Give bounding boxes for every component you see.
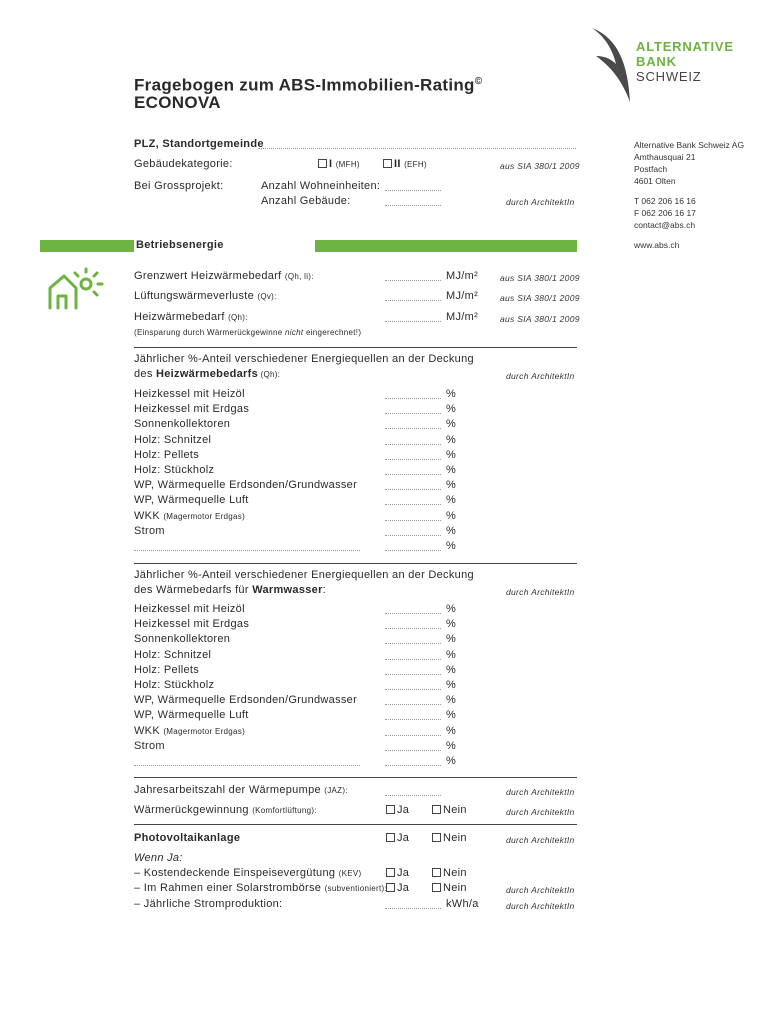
- checkbox-icon[interactable]: [432, 833, 441, 842]
- divider: [134, 347, 577, 348]
- checkbox-icon[interactable]: [432, 883, 441, 892]
- checkbox-icon[interactable]: [383, 159, 392, 168]
- pv-produktion-label: – Jährliche Stromproduktion:: [134, 898, 283, 910]
- plz-label: PLZ, Standortgemeinde: [134, 138, 264, 150]
- energy-label: Strom: [134, 739, 165, 752]
- energy-label: Holz: Stückholz: [134, 464, 215, 476]
- kategorie-option-2[interactable]: II (EFH): [383, 158, 427, 171]
- percent-unit: %: [446, 509, 457, 522]
- other-source-input[interactable]: [134, 765, 360, 766]
- title-line1: Fragebogen zum ABS-Immobilien-Rating: [134, 75, 475, 95]
- energy-label: Heizkessel mit Erdgas: [134, 618, 250, 631]
- divider: [134, 824, 577, 825]
- logo-line-schweiz: SCHWEIZ: [636, 69, 702, 84]
- demand-unit: MJ/m²: [446, 270, 479, 282]
- energy-label: WP, Wärmequelle Erdsonden/Grundwasser: [134, 479, 358, 492]
- percent-input[interactable]: [385, 550, 441, 551]
- energy-label: Heizkessel mit Heizöl: [134, 603, 245, 615]
- other-source-input[interactable]: [134, 550, 360, 551]
- demand-note: (Einsparung durch Wärmerückgewinne nicht eingerechnet!): [134, 328, 362, 337]
- percent-unit: %: [446, 618, 457, 631]
- pv-produktion-unit: kWh/a: [446, 898, 479, 910]
- percent-input[interactable]: [385, 643, 441, 644]
- logo-line-bank: BANK: [636, 54, 677, 69]
- abs-logo-bird-icon: [588, 26, 638, 106]
- demand-unit: MJ/m²: [446, 290, 479, 302]
- percent-unit: %: [446, 433, 457, 446]
- section-title-betriebsenergie: Betriebsenergie: [136, 239, 224, 251]
- demand-label: Grenzwert Heizwärmebedarf: [134, 270, 282, 282]
- energy-label: Holz: Schnitzel: [134, 648, 212, 661]
- energy-label: Holz: Pellets: [134, 663, 200, 676]
- sidebar-pobox: Postfach: [634, 164, 668, 174]
- pv-boerse-label: – Im Rahmen einer Solarstrombörse (subventioniert):: [134, 882, 388, 894]
- house-sun-icon: [44, 266, 106, 316]
- percent-unit: %: [446, 679, 457, 691]
- percent-input[interactable]: [385, 719, 441, 720]
- gebaeude-input[interactable]: [385, 205, 441, 206]
- sidebar-address: [634, 139, 744, 251]
- energy-label: Holz: Schnitzel: [134, 433, 212, 446]
- warm-intro-line1: Jährlicher %-Anteil verschiedener Energiequellen an der Deckung: [134, 569, 474, 581]
- energy-label: Sonnenkollektoren: [134, 418, 231, 431]
- jaz-input[interactable]: [385, 795, 441, 796]
- wohneinheiten-input[interactable]: [385, 190, 441, 191]
- pv-boerse-source: durch ArchitektIn: [506, 885, 575, 895]
- percent-unit: %: [446, 603, 457, 615]
- demand-input[interactable]: [385, 321, 441, 322]
- wohneinheiten-label: Anzahl Wohneinheiten:: [261, 180, 381, 192]
- percent-unit: %: [446, 479, 457, 492]
- warm-intro-line2: des Wärmebedarfs für Warmwasser:: [134, 584, 327, 596]
- percent-input[interactable]: [385, 413, 441, 414]
- kategorie-label: Gebäudekategorie:: [134, 158, 233, 170]
- heiz-source: durch ArchitektIn: [506, 371, 575, 381]
- divider: [134, 777, 577, 778]
- percent-input[interactable]: [385, 489, 441, 490]
- percent-input[interactable]: [385, 474, 441, 475]
- demand-label: Heizwärmebedarf: [134, 311, 225, 323]
- percent-input[interactable]: [385, 398, 441, 399]
- percent-input[interactable]: [385, 674, 441, 675]
- demand-source: aus SIA 380/1 2009: [500, 293, 580, 303]
- percent-unit: %: [446, 388, 457, 400]
- percent-input[interactable]: [385, 750, 441, 751]
- percent-input[interactable]: [385, 520, 441, 521]
- pv-source: durch ArchitektIn: [506, 835, 575, 845]
- percent-unit: %: [446, 403, 457, 416]
- percent-input[interactable]: [385, 689, 441, 690]
- percent-unit: %: [446, 739, 457, 752]
- sidebar-phone: T 062 206 16 16: [634, 196, 696, 206]
- pv-boerse-option-ja[interactable]: Ja: [386, 882, 409, 895]
- energy-label: Holz: Pellets: [134, 448, 200, 461]
- demand-input[interactable]: [385, 300, 441, 301]
- wrg-label: Wärmerückgewinnung (Komfortlüftung):: [134, 804, 317, 816]
- energy-label: WP, Wärmequelle Luft: [134, 709, 249, 722]
- grossprojekt-source: durch ArchitektIn: [506, 197, 575, 207]
- checkbox-icon[interactable]: [386, 883, 395, 892]
- energy-label: WKK (Magermotor Erdgas): [134, 509, 246, 522]
- pv-kev-label: – Kostendeckende Einspeisevergütung (KEV): [134, 867, 362, 879]
- demand-source: aus SIA 380/1 2009: [500, 314, 580, 324]
- pv-produktion-input[interactable]: [385, 908, 441, 909]
- sidebar-street: Amthausquai 21: [634, 152, 696, 162]
- percent-unit: %: [446, 464, 457, 476]
- gebaeude-label: Anzahl Gebäude:: [261, 195, 351, 207]
- percent-unit: %: [446, 755, 457, 767]
- jaz-source: durch ArchitektIn: [506, 787, 575, 797]
- percent-unit: %: [446, 663, 457, 676]
- checkbox-icon[interactable]: [386, 805, 395, 814]
- kategorie-option-1[interactable]: I (MFH): [318, 158, 360, 171]
- sidebar-email[interactable]: contact@abs.ch: [634, 220, 696, 230]
- percent-unit: %: [446, 448, 457, 461]
- section-bar-right: [315, 240, 577, 252]
- energy-label: WKK (Magermotor Erdgas): [134, 724, 246, 737]
- demand-source: aus SIA 380/1 2009: [500, 273, 580, 283]
- percent-unit: %: [446, 709, 457, 722]
- heiz-intro-line1: Jährlicher %-Anteil verschiedener Energiequellen an der Deckung: [134, 353, 474, 365]
- heiz-intro-line2: des Heizwärmebedarfs (Qh):: [134, 368, 281, 380]
- energy-label: WP, Wärmequelle Luft: [134, 494, 249, 507]
- percent-input[interactable]: [385, 535, 441, 536]
- sidebar-city: 4601 Olten: [634, 176, 676, 186]
- percent-unit: %: [446, 524, 457, 537]
- energy-label: Sonnenkollektoren: [134, 633, 231, 646]
- wrg-source: durch ArchitektIn: [506, 807, 575, 817]
- demand-input[interactable]: [385, 280, 441, 281]
- demand-unit: MJ/m²: [446, 311, 479, 323]
- energy-label: Heizkessel mit Heizöl: [134, 388, 245, 400]
- percent-unit: %: [446, 724, 457, 737]
- percent-input[interactable]: [385, 659, 441, 660]
- checkbox-icon[interactable]: [386, 868, 395, 877]
- checkbox-icon[interactable]: [432, 868, 441, 877]
- percent-unit: %: [446, 633, 457, 646]
- percent-unit: %: [446, 540, 457, 552]
- kategorie-source: aus SIA 380/1 2009: [500, 161, 580, 171]
- percent-unit: %: [446, 494, 457, 507]
- percent-input[interactable]: [385, 444, 441, 445]
- pv-wenn-ja: Wenn Ja:: [134, 852, 183, 864]
- pv-kev-option-ja[interactable]: Ja: [386, 867, 409, 880]
- plz-input[interactable]: [258, 148, 576, 149]
- percent-input[interactable]: [385, 504, 441, 505]
- grossprojekt-label: Bei Grossprojekt:: [134, 180, 224, 192]
- pv-option-ja[interactable]: Ja: [386, 832, 409, 845]
- percent-input[interactable]: [385, 735, 441, 736]
- wrg-option-nein[interactable]: Nein: [432, 804, 467, 817]
- sidebar-fax: F 062 206 16 17: [634, 208, 696, 218]
- demand-label: Lüftungswärmeverluste: [134, 290, 255, 302]
- percent-input[interactable]: [385, 704, 441, 705]
- percent-input[interactable]: [385, 428, 441, 429]
- warm-source: durch ArchitektIn: [506, 587, 575, 597]
- pv-kev-option-nein[interactable]: Nein: [432, 867, 467, 880]
- checkbox-icon[interactable]: [386, 833, 395, 842]
- title-copyright: ©: [474, 76, 483, 87]
- energy-label: Heizkessel mit Erdgas: [134, 403, 250, 416]
- percent-unit: %: [446, 418, 457, 431]
- percent-unit: %: [446, 694, 457, 707]
- percent-input[interactable]: [385, 765, 441, 766]
- jaz-label: Jahresarbeitszahl der Wärmepumpe (JAZ):: [134, 784, 348, 796]
- energy-label: WP, Wärmequelle Erdsonden/Grundwasser: [134, 694, 358, 707]
- energy-label: Holz: Stückholz: [134, 679, 215, 691]
- checkbox-icon[interactable]: [432, 805, 441, 814]
- logo-line-alternative: ALTERNATIVE: [636, 39, 734, 54]
- pv-produktion-source: durch ArchitektIn: [506, 901, 575, 911]
- sidebar-company: Alternative Bank Schweiz AG: [634, 140, 745, 150]
- page-subtitle: ECONOVA: [134, 93, 221, 112]
- percent-unit: %: [446, 648, 457, 661]
- percent-input[interactable]: [385, 613, 441, 614]
- divider: [134, 563, 577, 564]
- pv-boerse-option-nein[interactable]: Nein: [432, 882, 467, 895]
- percent-input[interactable]: [385, 459, 441, 460]
- energy-label: Strom: [134, 524, 165, 537]
- pv-label: Photovoltaikanlage: [134, 832, 241, 844]
- percent-input[interactable]: [385, 628, 441, 629]
- sidebar-web[interactable]: www.abs.ch: [634, 240, 680, 250]
- section-bar-left: [40, 240, 134, 252]
- pv-option-nein[interactable]: Nein: [432, 832, 467, 845]
- checkbox-icon[interactable]: [318, 159, 327, 168]
- wrg-option-ja[interactable]: Ja: [386, 804, 409, 817]
